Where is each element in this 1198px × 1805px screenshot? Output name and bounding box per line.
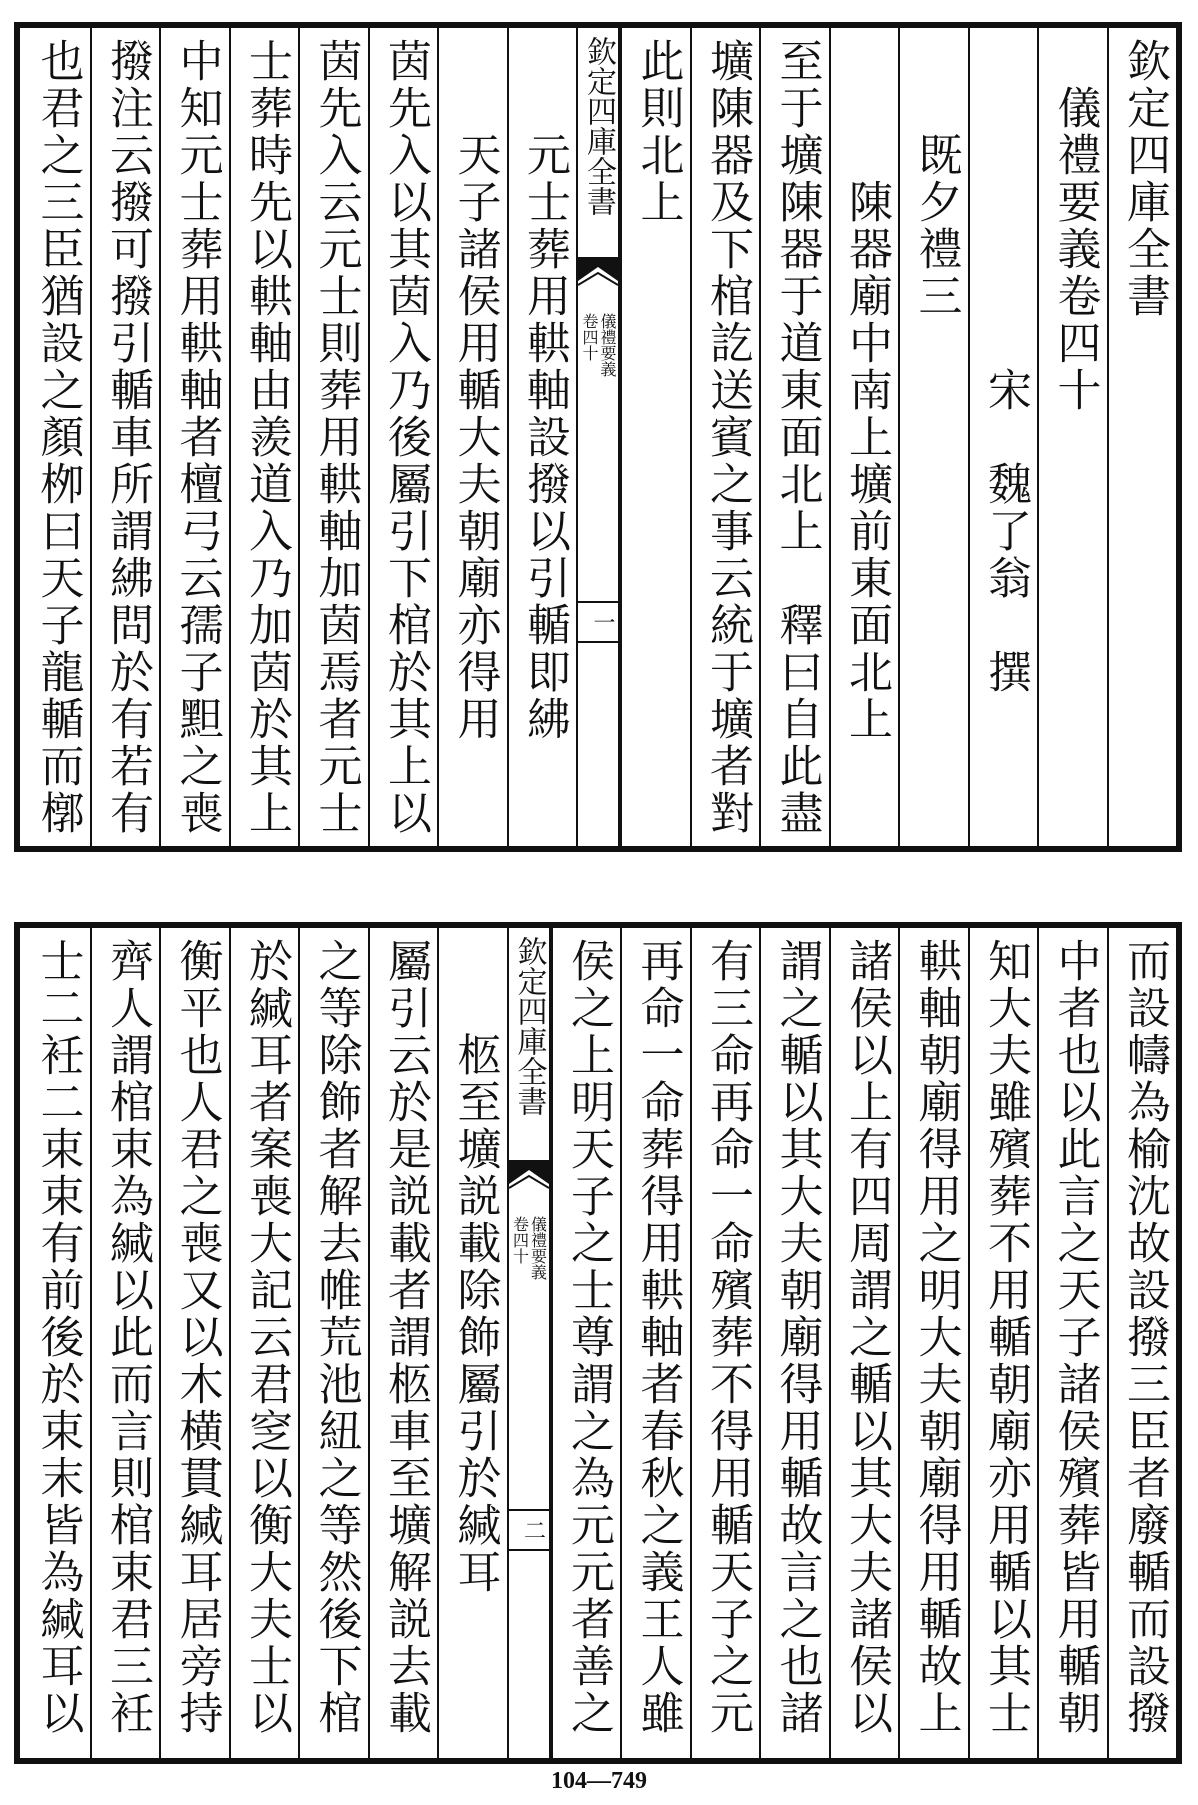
text-column: 知大夫雖殯葬不用輴朝廟亦用輴以其士 [968, 928, 1038, 1758]
text-column: 欽定四庫全書 [1107, 28, 1177, 846]
spine-volume: 卷四十 [510, 1216, 530, 1265]
text-column: 有三命再命一命殯葬不得用輴天子之元 [690, 928, 760, 1758]
text-column: 也君之三臣猶設之顏栁曰天子龍輴而槨 [32, 38, 84, 837]
spine-header: 欽定四庫全書 [581, 36, 616, 216]
spine-book-title: 儀禮要義 [528, 1216, 548, 1281]
spine-folio: 二 [520, 1519, 546, 1541]
text-column: 諸侯以上有四周謂之輴以其大夫諸侯以 [829, 928, 899, 1758]
text-column: 士二衽二束束有前後於束末皆為緘耳以 [32, 938, 84, 1737]
text-column: 至于壙陳器于道東面北上 釋曰自此盡 [759, 28, 829, 846]
text-column: 衡平也人君之喪又以木横貫緘耳居旁持 [159, 928, 229, 1758]
text-column: 謂之輴以其大夫朝廟得用輴故言之也諸 [759, 928, 829, 1758]
spine-folio: 一 [590, 610, 615, 633]
text-column: 屬引云於是説載者謂柩車至壙解説去載 [368, 928, 438, 1758]
text-column: 儀禮要義卷四十 [1037, 28, 1107, 846]
text-column: 侯之上明天子之士尊謂之為元元者善之 [551, 928, 621, 1758]
spine-rule [509, 1549, 549, 1551]
spine-header: 欽定四庫全書 [511, 936, 547, 1116]
text-column: 此則北上 [620, 28, 690, 846]
spine-volume: 卷四十 [580, 313, 599, 362]
text-column: 輁軸朝廟得用之明大夫朝廟得用輴故上 [898, 928, 968, 1758]
bottom-page-panel [14, 922, 1182, 1764]
spine-book-title: 儀禮要義 [598, 313, 617, 378]
page-number: 104—749 [551, 1768, 647, 1794]
text-column: 茵先入云元士則葬用輁軸加茵焉者元士 [298, 28, 368, 846]
text-column: 中者也以此言之天子諸侯殯葬皆用輴朝 [1037, 928, 1107, 1758]
fishtail-mark-icon [509, 1160, 549, 1210]
text-column: 士葬時先以輁軸由羨道入乃加茵於其上 [229, 28, 299, 846]
spine-rule [509, 1509, 549, 1511]
bottom-columns [20, 928, 1176, 1758]
center-spine [507, 928, 551, 1758]
text-column: 元士葬用輁軸設撥以引輴即紼 [507, 28, 577, 846]
text-column: 既夕禮三 [898, 28, 968, 846]
text-column: 之等除飾者解去帷荒池紐之等然後下棺 [298, 928, 368, 1758]
top-page-panel [14, 22, 1182, 852]
text-column: 撥注云撥可撥引輴車所謂紼問於有若有 [90, 28, 160, 846]
text-column: 陳器廟中南上壙前東面北上 [829, 28, 899, 846]
text-column: 齊人謂棺束為緘以此而言則棺束君三衽 [90, 928, 160, 1758]
text-column: 天子諸侯用輴大夫朝廟亦得用 [437, 28, 507, 846]
text-column: 再命一命葬得用輁軸者春秋之義王人雖 [620, 928, 690, 1758]
top-columns [20, 28, 1176, 846]
text-column: 中知元士葬用輁軸者檀弓云孺子䵣之喪 [159, 28, 229, 846]
text-column: 茵先入以其茵入乃後屬引下棺於其上以 [368, 28, 438, 846]
text-column: 而設幬為榆沈故設撥三臣者廢輴而設撥 [1107, 928, 1177, 1758]
center-spine [576, 28, 620, 846]
spine-rule [578, 641, 618, 643]
spine-rule [578, 601, 618, 603]
text-column: 壙陳器及下棺訖送賓之事云統于壙者對 [690, 28, 760, 846]
text-column: 宋 魏了翁 撰 [968, 28, 1038, 846]
text-column: 於緘耳者案喪大記云君窆以衡大夫士以 [229, 928, 299, 1758]
fishtail-mark-icon [578, 257, 618, 307]
text-column: 柩至壙説載除飾屬引於緘耳 [437, 928, 507, 1758]
